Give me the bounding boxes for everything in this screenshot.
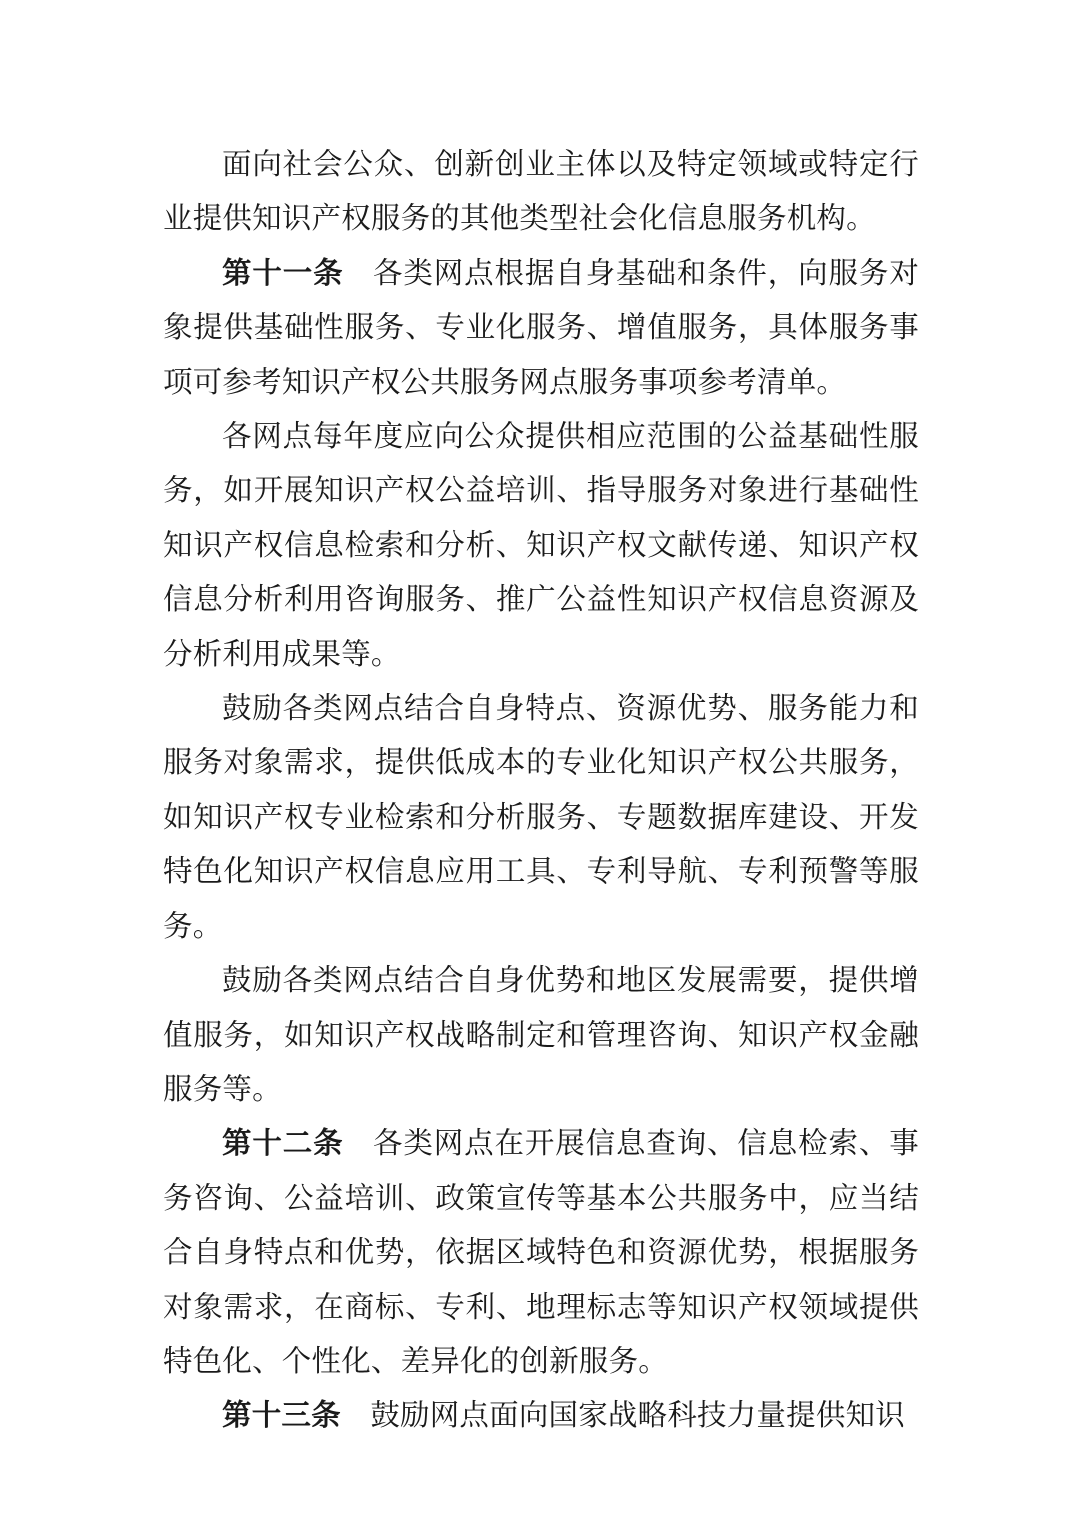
paragraph-text: 各类网点根据自身基础和条件，向服务对象提供基础性服务、专业化服务、增值服务，具体服务事项可参考知识产权公共服务网点服务事项参考清单。	[163, 255, 919, 399]
paragraph-text: 各类网点在开展信息查询、信息检索、事务咨询、公益培训、政策宣传等基本公共服务中，应当结合自身特点和优势，依据区域特色和资源优势，根据服务对象需求，在商标、专利、地理标志等知识产权领域提供特色化、个性化、差异化的创新服务。	[163, 1126, 919, 1378]
paragraph-text: 鼓励各类网点结合自身优势和地区发展需要，提供增值服务，如知识产权战略制定和管理咨询、知识产权金融服务等。	[163, 963, 919, 1106]
paragraph-text: 各网点每年度应向公众提供相应范围的公益基础性服务，如开展知识产权公益培训、指导服务对象进行基础性知识产权信息检索和分析、知识产权文献传递、知识产权信息分析利用咨询服务、推广公益性知识产权信息资源及分析利用成果等。	[163, 419, 919, 671]
paragraph-1	[163, 137, 919, 246]
article-11-label: 第十一条	[222, 255, 344, 290]
article-12-label: 第十二条	[222, 1126, 344, 1161]
paragraph-text: 鼓励网点面向国家战略科技力量提供知识	[370, 1398, 905, 1433]
article-13-label: 第十三条	[222, 1398, 341, 1433]
paragraph-5	[163, 953, 919, 1116]
article-11-paragraph	[163, 246, 919, 409]
article-13-paragraph	[163, 1388, 919, 1442]
paragraph-text: 面向社会公众、创新创业主体以及特定领域或特定行业提供知识产权服务的其他类型社会化信息服务机构。	[163, 147, 919, 236]
paragraph-4	[163, 681, 919, 953]
document-body	[163, 137, 919, 1443]
article-12-paragraph	[163, 1116, 919, 1388]
paragraph-3	[163, 409, 919, 681]
paragraph-text: 鼓励各类网点结合自身特点、资源优势、服务能力和服务对象需求，提供低成本的专业化知识产权公共服务，如知识产权专业检索和分析服务、专题数据库建设、开发特色化知识产权信息应用工具、专利导航、专利预警等服务。	[163, 691, 919, 943]
